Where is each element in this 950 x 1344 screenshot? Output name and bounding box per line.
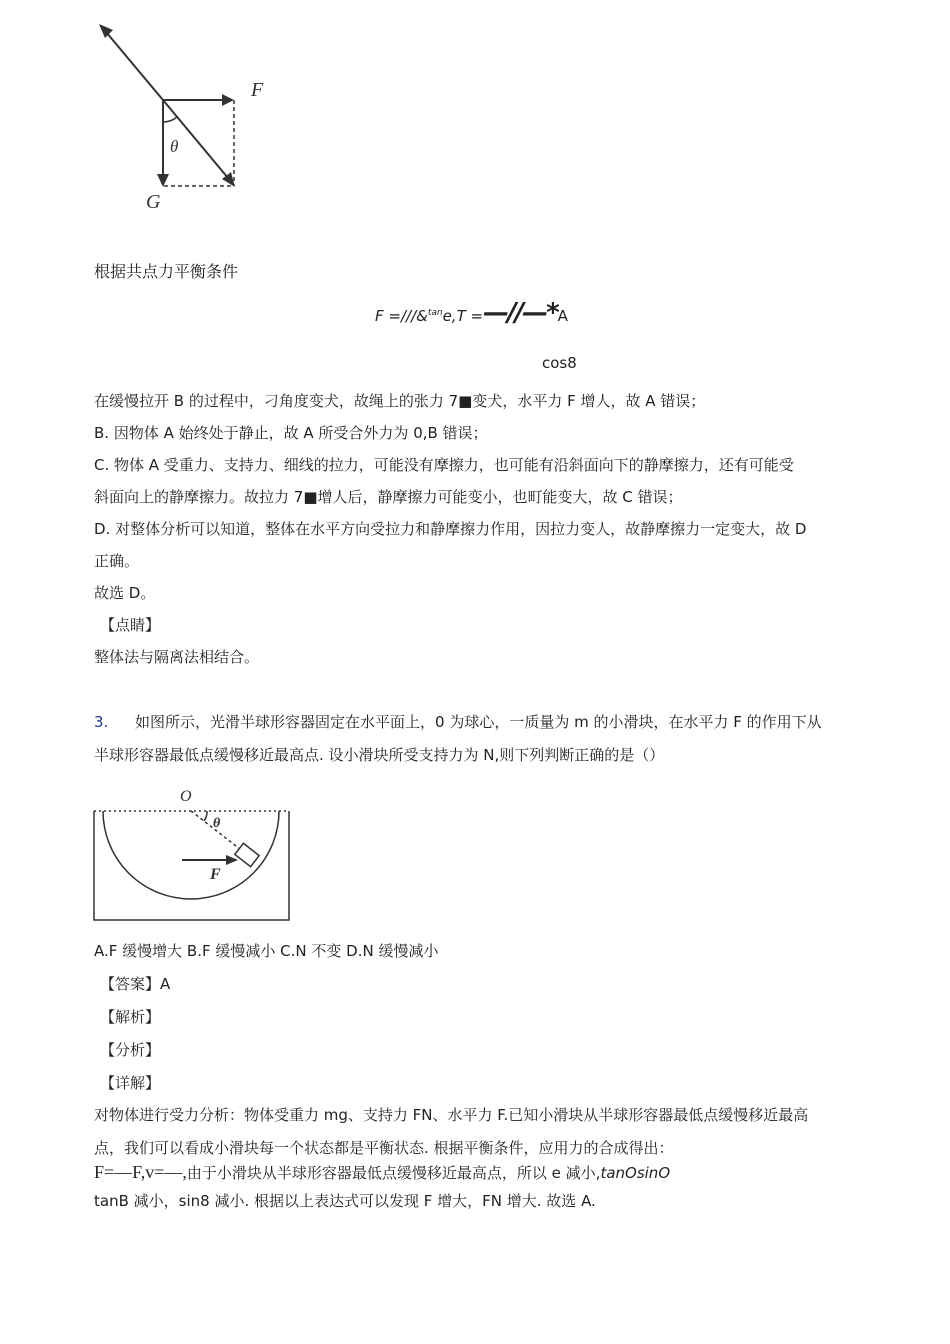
detail-line-3 (94, 1162, 670, 1183)
slider-block (235, 843, 259, 866)
question-text-b: 半球形容器最低点缓慢移近最高点. 设小滑块所受支持力为 N,则下列判断正确的是（） (94, 746, 665, 764)
force-diagram-figure (88, 14, 288, 220)
label-O: O (180, 788, 192, 805)
formula-sup: tan (427, 308, 443, 318)
question-number: 3. (94, 713, 109, 731)
fenxi-line: 【分析】 (100, 1041, 161, 1059)
tension-arrowhead (99, 24, 113, 38)
label-F: F (251, 79, 264, 101)
G-arrowhead (157, 174, 169, 187)
formula-denominator: cos8 (542, 354, 577, 372)
detail-line-3-italic: tanOsinO (600, 1164, 671, 1182)
label-theta: θ (170, 137, 179, 156)
formula-A: A (557, 307, 568, 325)
angle-arc (163, 117, 177, 122)
jiexi-line: 【解析】 (100, 1008, 161, 1026)
text-line-4: B. 因物体 A 始终处于静止，故 A 所受合外力为 0,B 错误； (94, 424, 488, 442)
detail-line-4: tanB 减小，sin8 减小. 根据以上表达式可以发现 F 增大，FN 增大. 故选 A. (94, 1192, 596, 1210)
formula-stroke: —//—* (483, 298, 558, 328)
question-text-a: 如图所示，光滑半球形容器固定在水平面上，0 为球心，一质量为 m 的小滑块，在水平力 F 的作用下从 (135, 713, 822, 731)
detail-line-1: 对物体进行受力分析：物体受重力 mg、支持力 FN、水平力 F.已知小滑块从半球形容器最低点缓慢移近最高 (94, 1106, 809, 1124)
label-F-2: F (210, 866, 221, 883)
label-theta-2: θ (213, 816, 221, 831)
force-F-arrowhead (226, 855, 238, 865)
text-line-5: C. 物体 A 受重力、支持力、细线的拉力，可能没有摩擦力，也可能有沿斜面向下的静摩擦力，还有可能受 (94, 456, 794, 474)
xiangjie-line: 【详解】 (100, 1074, 161, 1092)
text-line-3: 在缓慢拉开 B 的过程中，刁角度变犬，故绳上的张力 7■变犬，水平力 F 增人，故 A 错误； (94, 392, 706, 410)
options-line: A.F 缓慢增大 B.F 缓慢减小 C.N 不变 D.N 缓慢减小 (94, 942, 439, 960)
detail-line-3-text: 由于小滑块从半球形容器最低点缓慢移近最高点，所以 e 减小, (186, 1164, 601, 1182)
theta-arc (204, 811, 207, 821)
hemisphere-figure (90, 783, 294, 925)
text-line-11: 整体法与隔离法相结合。 (94, 648, 260, 666)
detail-line-3-formula: F=—F,v=—, (94, 1162, 187, 1182)
text-line-8: 正确。 (94, 552, 140, 570)
detail-line-2: 点，我们可以看成小滑块每一个状态都是平衡状态. 根据平衡条件，应用力的合成得出： (94, 1139, 674, 1157)
text-line-balance-condition: 根据共点力平衡条件 (94, 262, 239, 281)
tension-arrow (101, 26, 163, 100)
label-G: G (146, 191, 161, 213)
text-line-6: 斜面向上的静摩擦力。故拉力 7■增人后，静摩擦力可能变小，也町能变大，故 C 错误； (94, 488, 683, 506)
formula-part2: e,T = (442, 307, 484, 325)
F-arrowhead (222, 94, 234, 106)
text-line-10: 【点睛】 (100, 616, 161, 634)
answer-line: 【答案】A (100, 975, 171, 993)
formula-part1: F =///& (375, 307, 428, 325)
text-line-7: D. 对整体分析可以知道，整体在水平方向受拉力和静摩擦力作用，因拉力变人，故静摩擦力一定变大，故 D (94, 520, 807, 538)
text-line-9: 故选 D。 (94, 584, 156, 602)
formula-line (375, 298, 568, 328)
